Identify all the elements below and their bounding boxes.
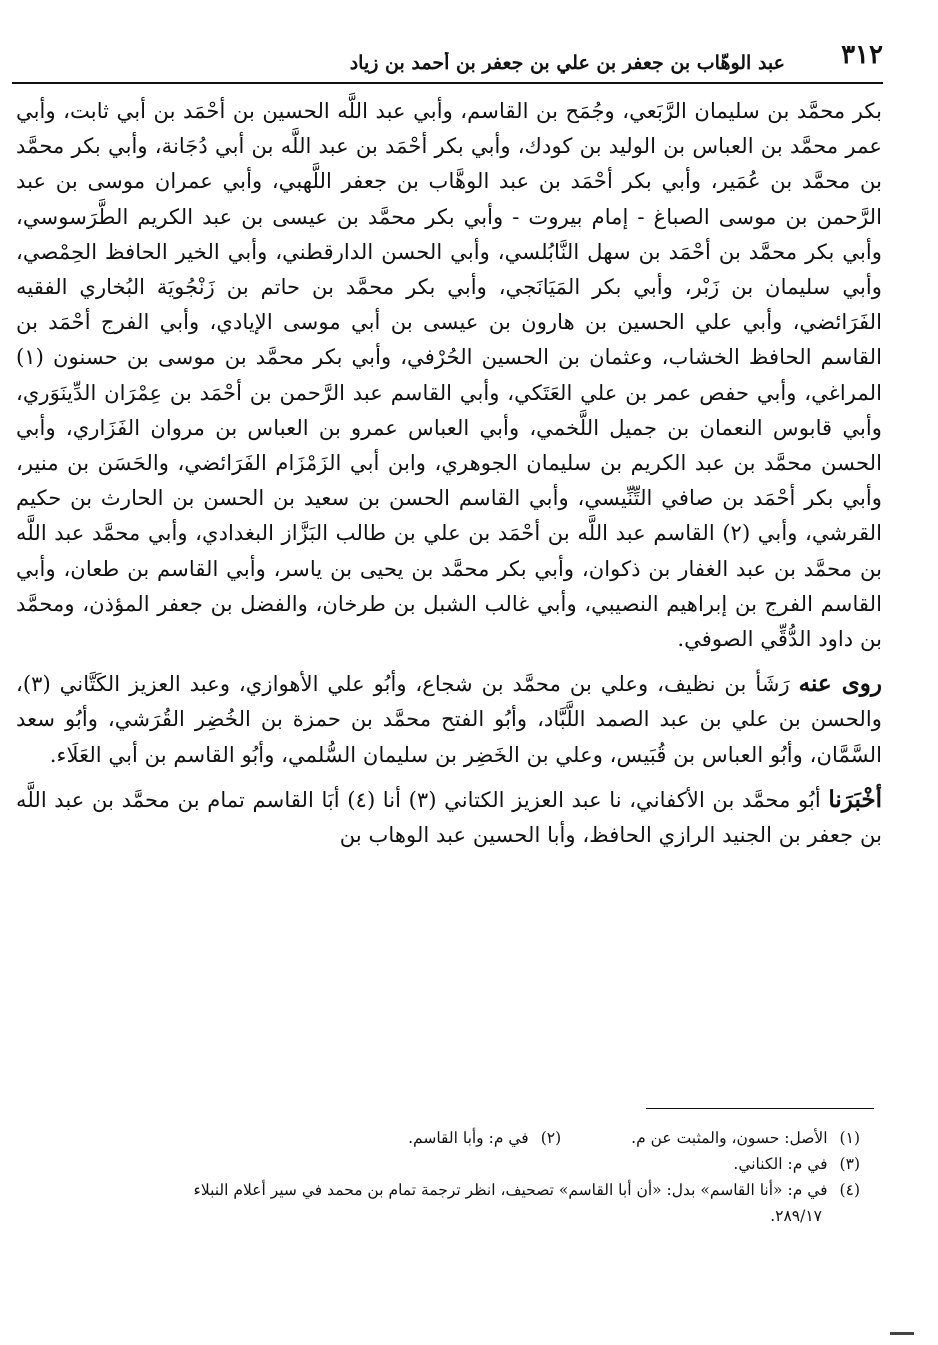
paragraph-narrators <box>16 666 882 772</box>
footnote-row <box>30 1125 860 1151</box>
footnote-divider <box>646 1108 874 1109</box>
paragraph-text: رَشَأ بن نظيف، وعلي بن محمَّد بن شجاع، وأبُو علي الأهوازي، وعبد العزيز الكَتَّاني (٣)، والحسن بن علي بن عبد الصمد اللَّبَّاد، وأبُو الفتح محمَّد بن حمزة بن الخُضِر القُرَشي، وأبُو سعد السَّمَّان، وأبُو العباس بن قُبَيس، وعلي بن الخَضِر بن سليمان السُّلمي، وأبُو القاسم بن أبي العَلَاء. <box>16 671 882 767</box>
footnote-mark: (٤) <box>839 1181 860 1199</box>
footnote-text: في م: «أنا القاسم» بدل: «أن أبا القاسم» تصحيف، انظر ترجمة تمام بن محمد في سير أعلام النبلاء <box>193 1181 828 1199</box>
page-number: ٣١٢ <box>841 40 883 70</box>
footnote-3 <box>30 1151 860 1177</box>
footnote-2 <box>408 1125 561 1151</box>
page-header <box>12 40 883 84</box>
footnote-mark: (٣) <box>839 1155 860 1173</box>
footnote-text: الأصل: حسون، والمثبت عن م. <box>631 1129 828 1147</box>
footnote-4 <box>30 1177 860 1203</box>
paragraph-text: بكر محمَّد بن سليمان الرَّبَعي، وجُمَح بن القاسم، وأبي عبد اللَّه الحسين بن أحْمَد بن أبي ثابت، وأبي عمر محمَّد بن العباس بن الوليد بن كودك، وأبي بكر أحْمَد بن عبد اللَّه بن أبي دُجَانة، وأبي بكر محمَّد بن محمَّد بن عُمَير، وأبي بكر أحْمَد بن عبد الوهَّاب بن جعفر اللَّهبي، وأبي عمران موسى بن عبد الرَّحمن بن موسى الصباغ - إمام بيروت - وأبي بكر محمَّد بن عيسى بن عبد الكريم الطَّرَسوسي، وأبي بكر محمَّد بن أحْمَد بن سهل النَّابُلسي، وأبي الحسن الدارقطني، وأبي الخير الحافظ الحِمْصي، وأبي سليمان بن زَبْر، وأبي بكر المَيَانَجي، وأبي بكر محمَّد بن حاتم بن زَنْجُويَة البُخاري الفقيه الفَرَائضي، وأبي علي الحسين بن هارون بن عيسى بن أبي موسى الإيادي، وأبي الفرج أحْمَد بن القاسم الحافظ الخشاب، وعثمان بن الحسين الحُرْفي، وأبي بكر محمَّد بن موسى بن حسنون (١) المراغي، وأبي حفص عمر بن علي العَتَكي، وأبي القاسم عبد الرَّحمن بن أحْمَد بن عِمْرَان الدِّينَوَري، وأبي قابوس النعمان بن جميل اللَّخمي، وأبي العباس عمرو بن العباس بن مروان الفَزَاري، وأبي الحسن محمَّد بن عبد الكريم بن سليمان الجوهري، وابن أبي الزَمْزَام الفَرَائضي، والحَسَن بن منير، وأبي بكر أحْمَد بن صافي التِّنِّيسي، وأبي القاسم الحسن بن سعيد بن الحسن بن الحارث بن حكيم القرشي، وأبي (٢) القاسم عبد اللَّه بن أحْمَد بن علي بن طالب البَزَّاز البغدادي، وأبي محمَّد عبد اللَّه بن محمَّد بن عبد الغفار بن ذكوان، وأبي بكر محمَّد بن يحيى بن ياسر، وأبي القاسم بن طعان، وأبي القاسم الفرج بن إبراهيم النصيبي، وأبي غالب الشبل بن طرخان، والفضل بن جعفر المؤذن، ومحمَّد بن داود الدُّقِّي الصوفي. <box>16 98 882 652</box>
footnote-1 <box>631 1125 860 1151</box>
footnote-mark: (٢) <box>540 1129 562 1147</box>
paragraph-teachers <box>16 93 882 656</box>
paragraph-lead: أخْبَرَنا <box>828 785 882 813</box>
footnote-text: في م: الكناني. <box>733 1155 828 1173</box>
scan-edge-mark <box>890 1332 914 1335</box>
footnote-4-continuation: ٢٨٩/١٧. <box>770 1207 822 1225</box>
main-text <box>16 93 882 852</box>
running-title: عبد الوهّاب بن جعفر بن علي بن جعفر بن أحمد بن زياد <box>349 52 785 74</box>
paragraph-chain <box>16 782 882 852</box>
footnote-mark: (١) <box>839 1129 860 1147</box>
footnote-text: في م: وأبا القاسم. <box>408 1129 529 1147</box>
footnotes <box>30 1125 860 1229</box>
paragraph-text: أبُو محمَّد بن الأكفاني، نا عبد العزيز الكتاني (٣) أنا (٤) أبَا القاسم تمام بن محمَّد بن عبد اللَّه بن جعفر بن الجنيد الرازي الحافظ، وأبا الحسين عبد الوهاب بن <box>16 786 882 848</box>
paragraph-lead: روى عنه <box>798 670 882 698</box>
